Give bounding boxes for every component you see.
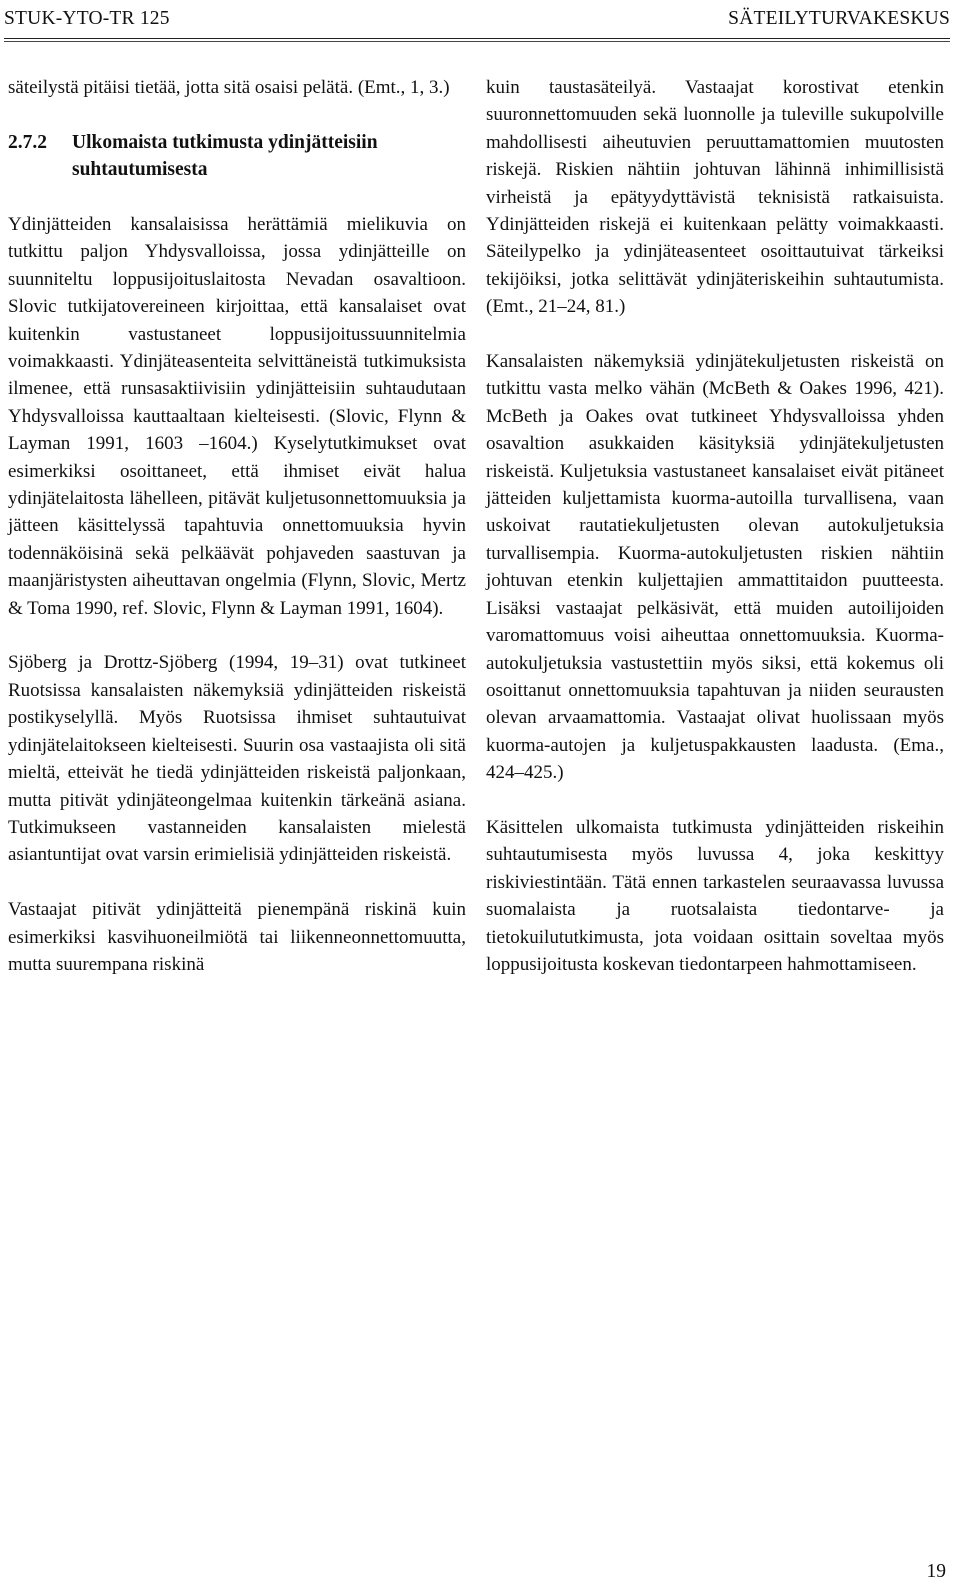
report-id: STUK-YTO-TR 125 <box>4 8 170 29</box>
left-column <box>8 74 466 1006</box>
publisher-name: SÄTEILYTURVAKESKUS <box>728 8 950 29</box>
intro-paragraph: säteilystä pitäisi tietää, jotta sitä osaisi pelätä. (Emt., 1, 3.) <box>8 77 450 98</box>
body-paragraph: Sjöberg ja Drottz-Sjöberg (1994, 19–31) ovat tutkineet Ruotsissa kansalaisten näkemyksiä ydinjätteiden riskeistä postikyselyllä. Myös Ruotsissa ihmiset suhtautuivat ydinjätelaitokseen kielteisesti. Suurin osa vastaajista oli sitä mieltä, etteivät he tiedä ydinjätteiden riskeistä paljonkaan, mutta pitivät ydinjäteongelmaa kuitenkin tärkeänä asiana. Tutkimukseen vastanneiden kansalaisten mielestä asiantuntijat ovat varsin erimielisiä ydinjätteiden riskeistä. <box>8 652 466 866</box>
body-paragraph: Kansalaisten näkemyksiä ydinjätekuljetusten riskeistä on tutkittu vasta melko vähän (McBeth & Oakes 1996, 421). McBeth ja Oakes ovat tutkineet Yhdysvalloissa yhden osavaltion asukkaiden käsityksiä ydinjätekuljetusten riskeistä. Kuljetuksia vastustaneet kansalaiset eivät pitäneet jätteiden kuljettamista kuorma-autoilla turvallisena, vaan uskoivat rautatiekuljetusten olevan autokuljetuksia turvallisempia. Kuorma-autokuljetusten riskien nähtiin johtuvan etenkin kuljettajien ammattitaidon puutteesta. Lisäksi vastaajat pelkäsivät, että muiden autoilijoiden varomattomuus voisi aiheuttaa onnettomuuksia. Kuorma-autokuljetuksia vastustettiin myös siksi, että kokemus oli osoittanut onnettomuuksia tapahtuvan ja niiden seurausten olevan arvaamattomia. Vastaajat olivat huolissaan myös kuorma-autojen ja kuljetuspakkausten laadusta. (Ema., 424–425.) <box>486 351 944 784</box>
body-paragraph: kuin taustasäteilyä. Vastaajat korostivat etenkin suuronnettomuuden sekä luonnolle ja tuleville sukupolville mahdollisesti aiheutuvien peruuttamattomien muutosten riskejä. Riskien nähtiin johtuvan lähinnä inhimillisistä virheistä ja epätyydyttävistä teknisistä ratkaisuista. Ydinjätteiden riskejä ei kuitenkaan pelätty voimakkaasti. Säteilypelko ja ydinjäteasenteet osoittautuivat tärkeiksi tekijöiksi, jotka selittävät ydinjäteriskeihin suhtautumista. (Emt., 21–24, 81.) <box>486 77 944 318</box>
section-title: Ulkomaista tutkimusta ydinjätteisiin suhtautumisesta <box>72 131 378 181</box>
page-number: 19 <box>926 1561 946 1582</box>
header-rule <box>4 38 950 42</box>
running-header <box>4 4 950 34</box>
body-paragraph: Ydinjätteiden kansalaisissa herättämiä mielikuvia on tutkittu paljon Yhdysvalloissa, jossa ydinjätteille on suunniteltu loppusijoituslaitosta Nevadan osavaltioon. Slovic tutkijatovereineen kirjoittaa, että kansalaiset ovat kuitenkin vastustaneet loppusijoitussuunnitelmia voimakkaasti. Ydinjäteasenteita selvittäneistä tutkimuksista ilmenee, että runsasaktiivisiin ydinjätteisiin suhtaudutaan Yhdysvalloissa kauttaaltaan kielteisesti. (Slovic, Flynn & Layman 1991, 1603 –1604.) Kyselytutkimukset ovat esimerkiksi osoittaneet, että ihmiset eivät halua ydinjätelaitosta lähelleen, pitävät kuljetusonnettomuuksia ja jätteen käsittelyssä tapahtuvia onnettomuuksia hyvin todennäköisinä sekä pelkäävät pohjaveden saastuvan ja maanjäristysten aiheuttavan ongelmia (Flynn, Slovic, Mertz & Toma 1990, ref. Slovic, Flynn & Layman 1991, 1604). <box>8 214 466 619</box>
section-heading <box>8 129 466 184</box>
body-paragraph: Vastaajat pitivät ydinjätteitä pienempänä riskinä kuin esimerkiksi kasvihuoneilmiötä tai liikenneonnettomuutta, mutta suurempana riskinä <box>8 899 466 975</box>
section-number: 2.7.2 <box>8 131 47 153</box>
right-column <box>486 74 944 1006</box>
body-paragraph: Käsittelen ulkomaista tutkimusta ydinjätteiden riskeihin suhtautumisesta myös luvussa 4, joka keskittyy riskiviestintään. Tätä ennen tarkastelen seuraavassa luvussa suomalaista ja ruotsalaista tiedontarve- ja tietokuilututkimusta, jota voidaan osittain soveltaa myös loppusijoitusta koskevan tiedontarpeen hahmottamiseen. <box>486 816 944 975</box>
